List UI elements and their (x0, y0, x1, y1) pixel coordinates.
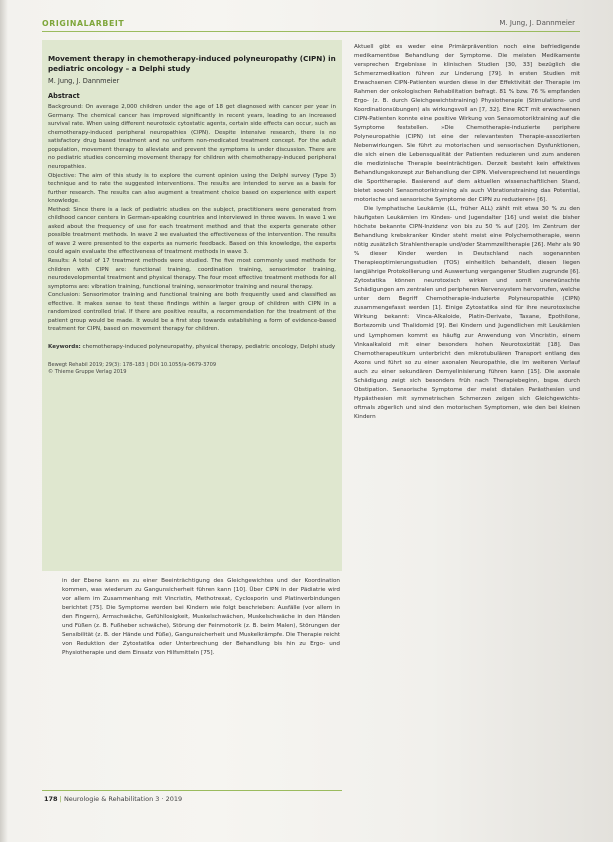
abstract-results: Results: A total of 17 treatment methods were studied. The five most commonly used methods for children with CIPN are: functional training, coordination training, sensorimotor training, neurodevelopmental treatment and physical therapy. The four most effective treatment methods for all symptoms are: vibration training, functional training, sensorimotor training and neural therapy. (48, 258, 336, 290)
right-column-paragraph: Die lymphatische Leukämie (LL, früher ALL) zählt mit etwa 30 % zu den häufigsten Leukämien im Kindes- und Jugendalter [16] und weist die bisher höchste bekannte CIPN-Inzidenz von bis zu 50 % auf [20]. Im Zentrum der Behandlung krebskranker Kinder steht meist eine Polychemotherapie, wenn nötig zusätzlich Strahlentherapie und/oder Stammzelltherapie [26]. Mehr als 90 % dieser Kinder werden in Deutschland nach sogenannten Therapieoptimierungsstudien (TOS) einheitlich behandelt, diesen liegen langjährige Protokollierung und Auswertung vergangener Studien zugrunde [6]. Zytostatika können neurotoxisch wirken und somit unerwünschte Schädigungen am zentralen und peripheren Nervensystem hervorrufen, welche unter dem Begriff Chemotherapie-induzierte Polyneuropathie (CIPN) zusammengefasst werden [1]. Einige Zytostatika sind für ihre neurotoxische Wirkung bekannt: Vinca-Alkaloide, Platin-Derivate, Taxane, Epothilone, Bortezomib und Thalidomid [9]. Bei Kindern und Jugendlichen mit Leukämien und Lymphomen kommt es häufig zur Anwendung von Vincristin, einem Vinkaalkaloid mit einer besonders hohen Neurotoxizität [18]. Das Chemotherapeutikum unterbricht den mikrotubulären Transport entlang des Axons und führt so zu einer axonalen Neuropathie, die im weiteren Verlauf auch zu einer sekundären Demyelinisierung führen kann [15]. Die axonale Schädigung zeigt sich besonders früh nach Therapiebeginn, bspw. durch Obstipation. Sensorische Symptome der meist distalen Parästhesien und Hypästhesien mit symmetrischen Schmerzen zeigen sich Gleichgewichts- oftmals zögerlich und sind den motorischen Symptomen, wie den bei kleinen Kindern (354, 206, 580, 420)
abstract-heading: Abstract (48, 92, 80, 101)
copyright-line: © Thieme Gruppe Verlag 2019 (48, 369, 127, 376)
abstract-conclusion: Conclusion: Sensorimotor training and functional training are both frequently used and classified as effective. It makes sense to test these findings within a larger group of children with CIPN in a randomized controlled trial. If there are positive results, a recommendation for the treatment of the patient group would be made. It would be a first step towards establishing a form of evidence-based treatment for CIPN, based on movement therapy for children. (48, 292, 336, 333)
abstract-background: Background: On average 2,000 children under the age of 18 get diagnosed with cancer per year in Germany. The chemical cancer has improved significantly in recent years, leading to an increased survival rate. When using different neurotoxic cytostatic agents, certain side effects can occur, such as chemotherapy-induced peripheral neuropathies (CIPN). Despite intensive research, there is no satisfactory drug based treatment and no uniform non-medicated treatment concept. For the adult population, movement therapy to alleviate and prevent the symptoms is under discussion. There are no pediatric studies concerning movement therapy for children with chemotherapy-induced peripheral neuropathies. (48, 104, 336, 171)
left-column-body: in der Ebene kann es zu einer Beeinträchtigung des Gleichgewichtes und der Koordination kommen, was wiederum zu Gangunsicherheit führen kann [10]. Über CIPN in der Pädiatrie wird vor allem im Zusammenhang mit Vincristin, Methotrexat, Cyclosporin und Platinverbindungen berichtet [75]. Die Symptome werden bei Kindern wie folgt beschrieben: Ausfälle (vor allem in den Fingern), Armschwäche, Gefühllosigkeit, Muskelschwächen, Muskelschwäche in den Händen und Füßen (z. B. Fußheber schwäche), Störung der Feinmotorik (z. B. beim Malen), Störungen der Sensibilität (z. B. der Hände und Füße), Gangunsicherheit und Muskelkrämpfe. Die Therapie reicht von Reduktion der Zytostatika oder Unterbrechung der Behandlung bis hin zu Ergo- und Physiotherapie und dem Einsatz von Hilfsmitteln [75]. (62, 578, 340, 657)
page-footer (44, 795, 182, 803)
page-number: 178 (44, 795, 58, 803)
header-rule (42, 31, 580, 32)
right-column-body (354, 43, 580, 794)
citation-line: Bewegt Rehabil 2019; 29(3): 178–183 | DOI 10.1055/a-0679-3709 (48, 361, 217, 368)
journal-name: Neurologie & Rehabilitation 3 · 2019 (63, 795, 183, 803)
article-title: Movement therapy in chemotherapy-induced polyneuropathy (CIPN) in pediatric oncology – a Delphi study (48, 54, 336, 73)
article-authors: M. Jung, J. Dannmeier (48, 77, 120, 86)
footer-separator: | (59, 795, 62, 803)
keywords-text: chemotherapy-induced polyneuropathy, physical therapy, pediatric oncology, Delphi study (82, 343, 336, 350)
running-head-authors: M. Jung, J. Dannmeier (499, 19, 575, 27)
keywords-label: Keywords: (48, 343, 81, 350)
page-fold-shadow (0, 0, 8, 842)
section-label: ORIGINALARBEIT (42, 19, 125, 28)
right-column-paragraph: Aktuell gibt es weder eine Primärprävention noch eine befriedigende medikamentöse Behandlung der Symptome. Die meisten Medikamente versprechen Ergebnisse in klinischen Studien [30, 33] bezüglich die Schmerzmedikation führen zur Linderung [79]. In ersten Studien mit Erwachsenen CIPN-Patienten wurden diese in der Effektivität der Therapie im Rahmen der onkologischen Rehabilitation befragt. 81 % bzw. 76 % empfanden Ergo- (z. B. durch Gleichgewichtstraining) Physiotherapie (Stimulations- und Koordinationsübungen) als wirkungsvoll an [7, 32]. Eine RCT mit erwachsenen CIPN-Patienten konnte eine positive Wirkung von Sensomotoriktraining auf die Symptome feststellen. »Die Chemotherapie-induzierte periphere Polyneuropathie (CIPN) ist eine der relevantesten Therapie-assoziierten Nebenwirkungen. Sie führt zu motorischen und sensorischen Dysfunktionen, die sich einen die Lebensqualität der Patienten reduzieren und zum anderen die medizinische Therapie beeinträchtigen. Derzeit besteht kein effektives Behandlungskonzept zur Behandlung der CIPN. Vielversprechend ist neuerdings die Sporttherapie. Basierend auf dem aktuellen wissenschaftlichen Stand, bietet sowohl Sensomotoriktraining als auch Vibrationstraining das Potential, motorische und sensorische Symptome der CIPN zu reduzieren« [6]. (354, 44, 580, 204)
footer-rule (42, 790, 342, 791)
abstract-objective: Objective: The aim of this study is to explore the current opinion using the Delphi survey (Type 3) technique and to rate the suggested interventions. The results are intended to serve as a basis for further research. The results can also augment a treatment choice based on experience with expert knowledge. (48, 172, 336, 205)
abstract-box (42, 40, 342, 571)
abstract-method: Method: Since there is a lack of pediatric studies on the subject, practitioners were generated from childhood cancer centers in German-speaking countries and interviewed in three waves. In wave 1 we asked about the frequency of use for each treatment method and that the experts generate other possible treatment methods. In wave 2 we evaluated the effectiveness of the intervention. The results of wave 2 were presented to the experts as numeric feedback. Based on this knowledge, the experts could again evaluate the effectiveness of treatment methods in wave 3. (48, 206, 336, 256)
abstract-keywords (48, 343, 336, 352)
citation-block (48, 362, 336, 377)
